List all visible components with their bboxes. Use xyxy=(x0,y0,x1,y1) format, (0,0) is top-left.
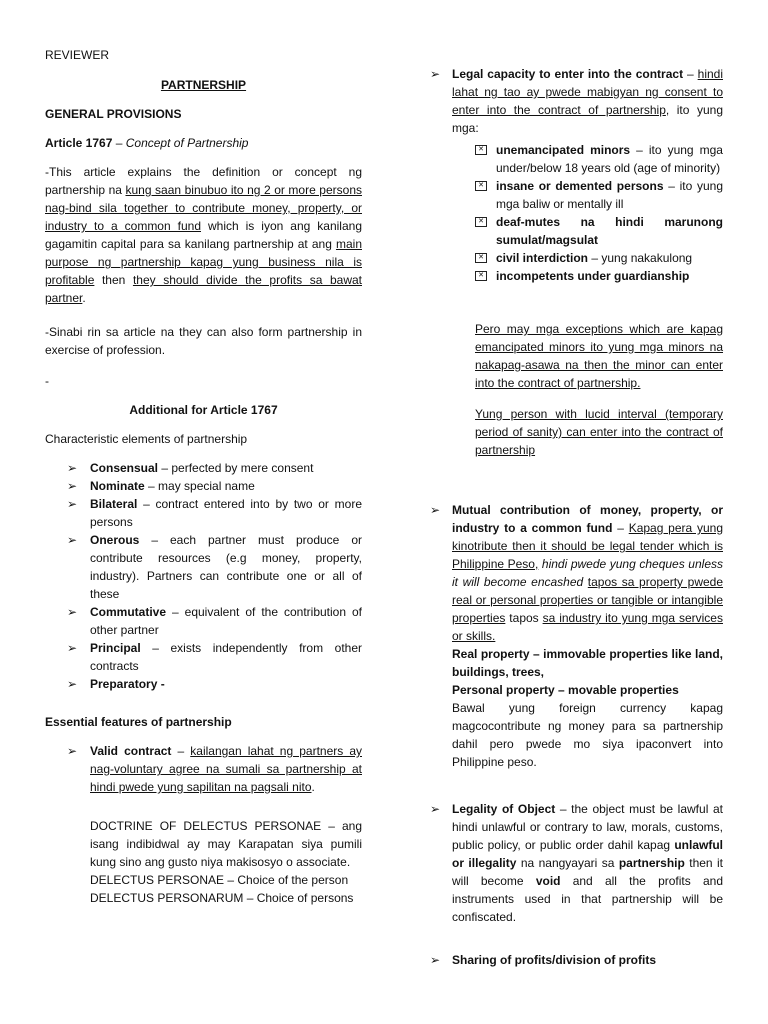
p1-text-a: -This article explains the definition or concept ng partnership na xyxy=(45,165,362,197)
checkbox-x-icon xyxy=(475,217,487,227)
legality-text-b: na nangyayari sa xyxy=(516,856,619,870)
incapacity-term: insane or demented persons xyxy=(496,179,664,193)
mutual-underline-1: Kapag pera yung kinotribute then it should be legal tender which is Philippine Peso, xyxy=(452,521,724,571)
exceptions-text: Pero may mga exceptions which are kapag emancipated minors ito yung mga minors na nakapag-asawa na then the minor can enter into the contract of partnership. xyxy=(475,322,723,390)
arrow-bullet-icon: ➢ xyxy=(430,503,441,517)
list-item xyxy=(428,213,723,249)
arrow-bullet-icon: ➢ xyxy=(430,802,441,816)
element-desc: – may special name xyxy=(144,479,255,493)
valid-end: . xyxy=(311,780,315,794)
doctrine-text: DOCTRINE OF DELECTUS PERSONAE – ang isang indibidwal ay may Karapatan siya pumili kung sino ang gusto niya makisosyo o associate. xyxy=(90,819,362,869)
arrow-bullet-icon: ➢ xyxy=(67,479,78,493)
arrow-bullet-icon: ➢ xyxy=(67,533,78,547)
profession-note: -Sinabi rin sa article na they can also form partnership in exercise of profession. xyxy=(45,325,362,357)
element-term: Preparatory - xyxy=(90,677,165,691)
legality-term: Legality of Object xyxy=(452,802,556,816)
personal-property: Personal property – movable properties xyxy=(452,683,679,697)
arrow-bullet-icon: ➢ xyxy=(430,67,441,81)
characteristic-heading: Characteristic elements of partnership xyxy=(45,432,248,446)
article-dash: – xyxy=(112,136,126,150)
list-item xyxy=(428,249,723,267)
list-item xyxy=(45,459,362,477)
incapacity-term: incompetents under guardianship xyxy=(496,269,690,283)
reviewer-label: REVIEWER xyxy=(45,48,110,62)
arrow-bullet-icon: ➢ xyxy=(67,677,78,691)
arrow-bullet-icon: ➢ xyxy=(67,461,78,475)
list-item xyxy=(428,177,723,213)
additional-heading: Additional for Article 1767 xyxy=(129,403,278,417)
checkbox-x-icon xyxy=(475,181,487,191)
real-property: Real property – immovable properties like land, buildings, trees, xyxy=(452,647,723,679)
legality-bold-1: unlawful or illegality xyxy=(452,838,723,870)
incapacity-list xyxy=(428,141,723,285)
sharing-term: Sharing of profits/division of profits xyxy=(452,953,656,967)
incapacity-term: unemancipated minors xyxy=(496,143,631,157)
mutual-dash: – xyxy=(612,521,629,535)
list-item xyxy=(45,531,362,603)
list-item xyxy=(428,141,723,177)
valid-dash: – xyxy=(171,744,191,758)
delectus-block xyxy=(90,817,362,907)
element-term: Principal xyxy=(90,641,141,655)
incapacity-desc: – ito yung mga baliw or mentally ill xyxy=(496,179,723,211)
list-item xyxy=(45,742,362,796)
legality-bold-3: void xyxy=(535,874,561,888)
element-term: Commutative xyxy=(90,605,167,619)
arrow-bullet-icon: ➢ xyxy=(67,641,78,655)
lucid-interval-text: Yung person with lucid interval (temporary period of sanity) can enter into the contract of partnership xyxy=(475,407,723,457)
element-desc: – exists independently from other contracts xyxy=(90,641,362,673)
element-term: Bilateral xyxy=(90,497,138,511)
element-desc: – equivalent of the contribution of other partner xyxy=(90,605,362,637)
list-item xyxy=(45,639,362,675)
article-heading xyxy=(45,134,362,152)
arrow-bullet-icon: ➢ xyxy=(430,953,441,967)
list-item xyxy=(428,267,723,285)
incapacity-term: civil interdiction xyxy=(496,251,589,265)
element-term: Nominate xyxy=(90,479,145,493)
element-desc: – perfected by mere consent xyxy=(158,461,314,475)
valid-contract-desc: kailangan lahat ng partners ay nag-voluntary agree na sumali sa partnership at hindi pwede yung sapilitan na pagsali nito xyxy=(90,744,362,794)
list-item xyxy=(430,800,723,926)
p1-text-d: . xyxy=(82,291,86,305)
mutual-tapos: tapos xyxy=(505,611,543,625)
p1-underline-3: they should divide the profits sa bawat partner xyxy=(45,273,362,305)
article-explanation xyxy=(45,163,362,307)
arrow-bullet-icon: ➢ xyxy=(67,497,78,511)
legality-text-a: – the object must be lawful at hindi unlawful or contrary to law, morals, customs, public policy, or public order dahil kapag xyxy=(452,802,723,852)
legal-capacity-desc: hindi lahat ng tao ay pwede mabigyan ng consent to enter into the contract of partnership xyxy=(452,67,723,117)
incapacity-desc: – yung nakakulong xyxy=(588,251,693,265)
legal-dash: – xyxy=(683,67,698,81)
sharing-list xyxy=(430,951,723,969)
mutual-contribution-list xyxy=(430,501,723,771)
list-item xyxy=(430,951,723,969)
mutual-underline-2: tapos sa property pwede real or personal properties or tangible or intangible properties xyxy=(452,575,724,625)
element-desc: – contract entered into by two or more persons xyxy=(90,497,362,529)
essential-list xyxy=(45,742,362,796)
p1-underline-2: main purpose ng partnership kapag yung business nila is profitable xyxy=(45,237,362,287)
arrow-bullet-icon: ➢ xyxy=(67,744,78,758)
delectus-personarum: DELECTUS PERSONARUM – Choice of persons xyxy=(90,891,354,905)
checkbox-x-icon xyxy=(475,145,487,155)
checkbox-x-icon xyxy=(475,271,487,281)
mutual-term: Mutual contribution of money, property, or industry to a common fund xyxy=(452,503,723,535)
article-label: Article 1767 xyxy=(45,136,113,150)
legality-list xyxy=(430,800,723,926)
mutual-italic: hindi pwede yung cheques unless it will become encashed xyxy=(452,557,723,589)
element-term: Consensual xyxy=(90,461,159,475)
valid-contract-term: Valid contract xyxy=(90,744,172,758)
delectus-personae: DELECTUS PERSONAE – Choice of the person xyxy=(90,873,349,887)
legality-bold-2: partnership xyxy=(618,856,685,870)
p1-text-c: then xyxy=(94,273,133,287)
foreign-currency-note: Bawal yung foreign currency kapag magcocontribute ng money para sa partnership dahil pero pwede mo siya ipaconvert into Philippine peso. xyxy=(452,701,723,769)
incapacity-term: deaf-mutes na hindi marunong sumulat/magsulat xyxy=(496,215,723,247)
article-title: Concept of Partnership xyxy=(125,136,249,150)
legality-text-c: then it will become xyxy=(452,856,724,888)
legal-end: , ito yung mga: xyxy=(452,103,724,135)
mutual-underline-3: sa industry ito yung mga services or skills. xyxy=(452,611,723,643)
characteristic-list xyxy=(45,459,362,693)
list-item xyxy=(45,495,362,531)
list-item xyxy=(430,501,723,771)
legal-capacity-list xyxy=(430,65,723,137)
element-term: Onerous xyxy=(90,533,140,547)
checkbox-x-icon xyxy=(475,253,487,263)
list-item xyxy=(430,65,723,137)
element-desc: – each partner must produce or contribute resources (e.g money, property, industry). Partners can contribute one or all of these xyxy=(90,533,362,601)
p1-text-b: which is iyon ang kanilang gagamitin capital para sa kanilang partnership at ang xyxy=(45,219,362,251)
list-item xyxy=(45,603,362,639)
legal-capacity-term: Legal capacity to enter into the contract xyxy=(452,67,684,81)
general-provisions-heading: GENERAL PROVISIONS xyxy=(45,107,182,121)
doc-title: PARTNERSHIP xyxy=(160,78,247,92)
legality-text-d: and all the profits and instruments used in that partnership will be confiscated. xyxy=(452,874,724,924)
dash-separator: - xyxy=(45,374,49,388)
essential-heading: Essential features of partnership xyxy=(45,715,232,729)
list-item xyxy=(45,675,362,693)
p1-underline-1: kung saan binubuo ito ng 2 or more persons nag-bind sila together to contribute money, property, or industry to a common fund xyxy=(45,183,362,233)
list-item xyxy=(45,477,362,495)
arrow-bullet-icon: ➢ xyxy=(67,605,78,619)
incapacity-desc: – ito yung mga under/below 18 years old (age of minority) xyxy=(496,143,723,175)
